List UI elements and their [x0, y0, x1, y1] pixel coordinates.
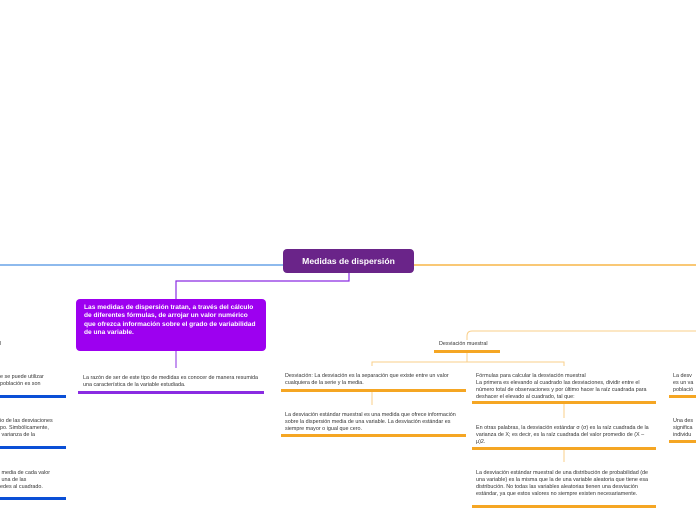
col3-underline-2 — [669, 440, 696, 443]
col1-node-1[interactable]: Desviación: La desviación es la separación que existe entre un valor cualquiera de la serie y la media. — [285, 373, 449, 386]
col2-node-2[interactable]: En otras palabras, la desviación estándar σ (σ) es la raíz cuadrada de la varianza de X; es decir, es la raíz cuadrada del valor promedio de (X – μ)2. — [476, 425, 649, 445]
left-partial-item-3[interactable]: media de cada valor una de las edes al cuadrado. — [0, 470, 51, 490]
root-topic-label: Medidas de dispersión — [302, 256, 395, 266]
root-topic[interactable] — [283, 249, 414, 273]
left-partial-underline-2 — [0, 446, 66, 449]
left-partial-item-2[interactable]: io de las desviaciones po. Simbólicamente, varianza de la — [0, 418, 53, 438]
left-partial-underline-3 — [0, 497, 66, 500]
main-topic-label: Las medidas de dispersión tratan, a través del cálculo de diferentes fórmulas, de arrojar un valor numérico que ofrezca información sobre el grado de variabilidad de una variable. — [84, 304, 256, 337]
desviacion-muestral-label[interactable]: Desviación muestral — [439, 341, 488, 347]
desviacion-muestral-underline — [434, 350, 500, 353]
col3-node-2[interactable]: Una des significa individu — [673, 418, 694, 438]
main-child-underline — [78, 391, 264, 394]
main-child-text: La razón de ser de este tipo de medidas es conocer de manera resumida una característica de la variable estudiada. — [83, 375, 258, 388]
col1-underline-1 — [281, 389, 466, 392]
col3-underline-1 — [669, 395, 696, 398]
connector-desv-parent — [467, 331, 696, 340]
col3-node-1[interactable]: La desv es un va població — [673, 373, 694, 393]
main-child-node[interactable] — [83, 375, 263, 389]
col2-underline-1 — [472, 401, 656, 404]
connector-root-main — [176, 273, 349, 299]
connector-desv-children — [372, 351, 564, 366]
col1-underline-2 — [281, 434, 466, 437]
col2-underline-2 — [472, 447, 656, 450]
left-partial-label: l — [0, 341, 2, 347]
col2-node-1[interactable]: Fórmulas para calcular la desviación muestral La primera es elevando al cuadrado las desviaciones, dividir entre el número total de observaciones y por último hacer la raíz cuadrada para deshacer el elevado al cuadrado, tal que: — [476, 373, 647, 400]
col2-underline-3 — [472, 505, 656, 508]
main-topic[interactable] — [76, 299, 266, 351]
left-partial-underline-1 — [0, 395, 66, 398]
col1-node-2[interactable]: La desviación estándar muestral es una medida que ofrece información sobre la dispersión media de una variable. La desviación estándar es siempre mayor o igual que cero. — [285, 412, 456, 432]
col2-node-3[interactable]: La desviación estándar muestral de una distribución de probabilidad (de una variable) es la misma que la de una variable aleatoria que tiene esa distribución. No todas las variables aleatorias tienen una desviación estándar, ya que estos valores no siempre existen necesariamente. — [476, 470, 649, 497]
left-partial-item-1[interactable]: e se puede utilizar población es son — [0, 374, 44, 387]
